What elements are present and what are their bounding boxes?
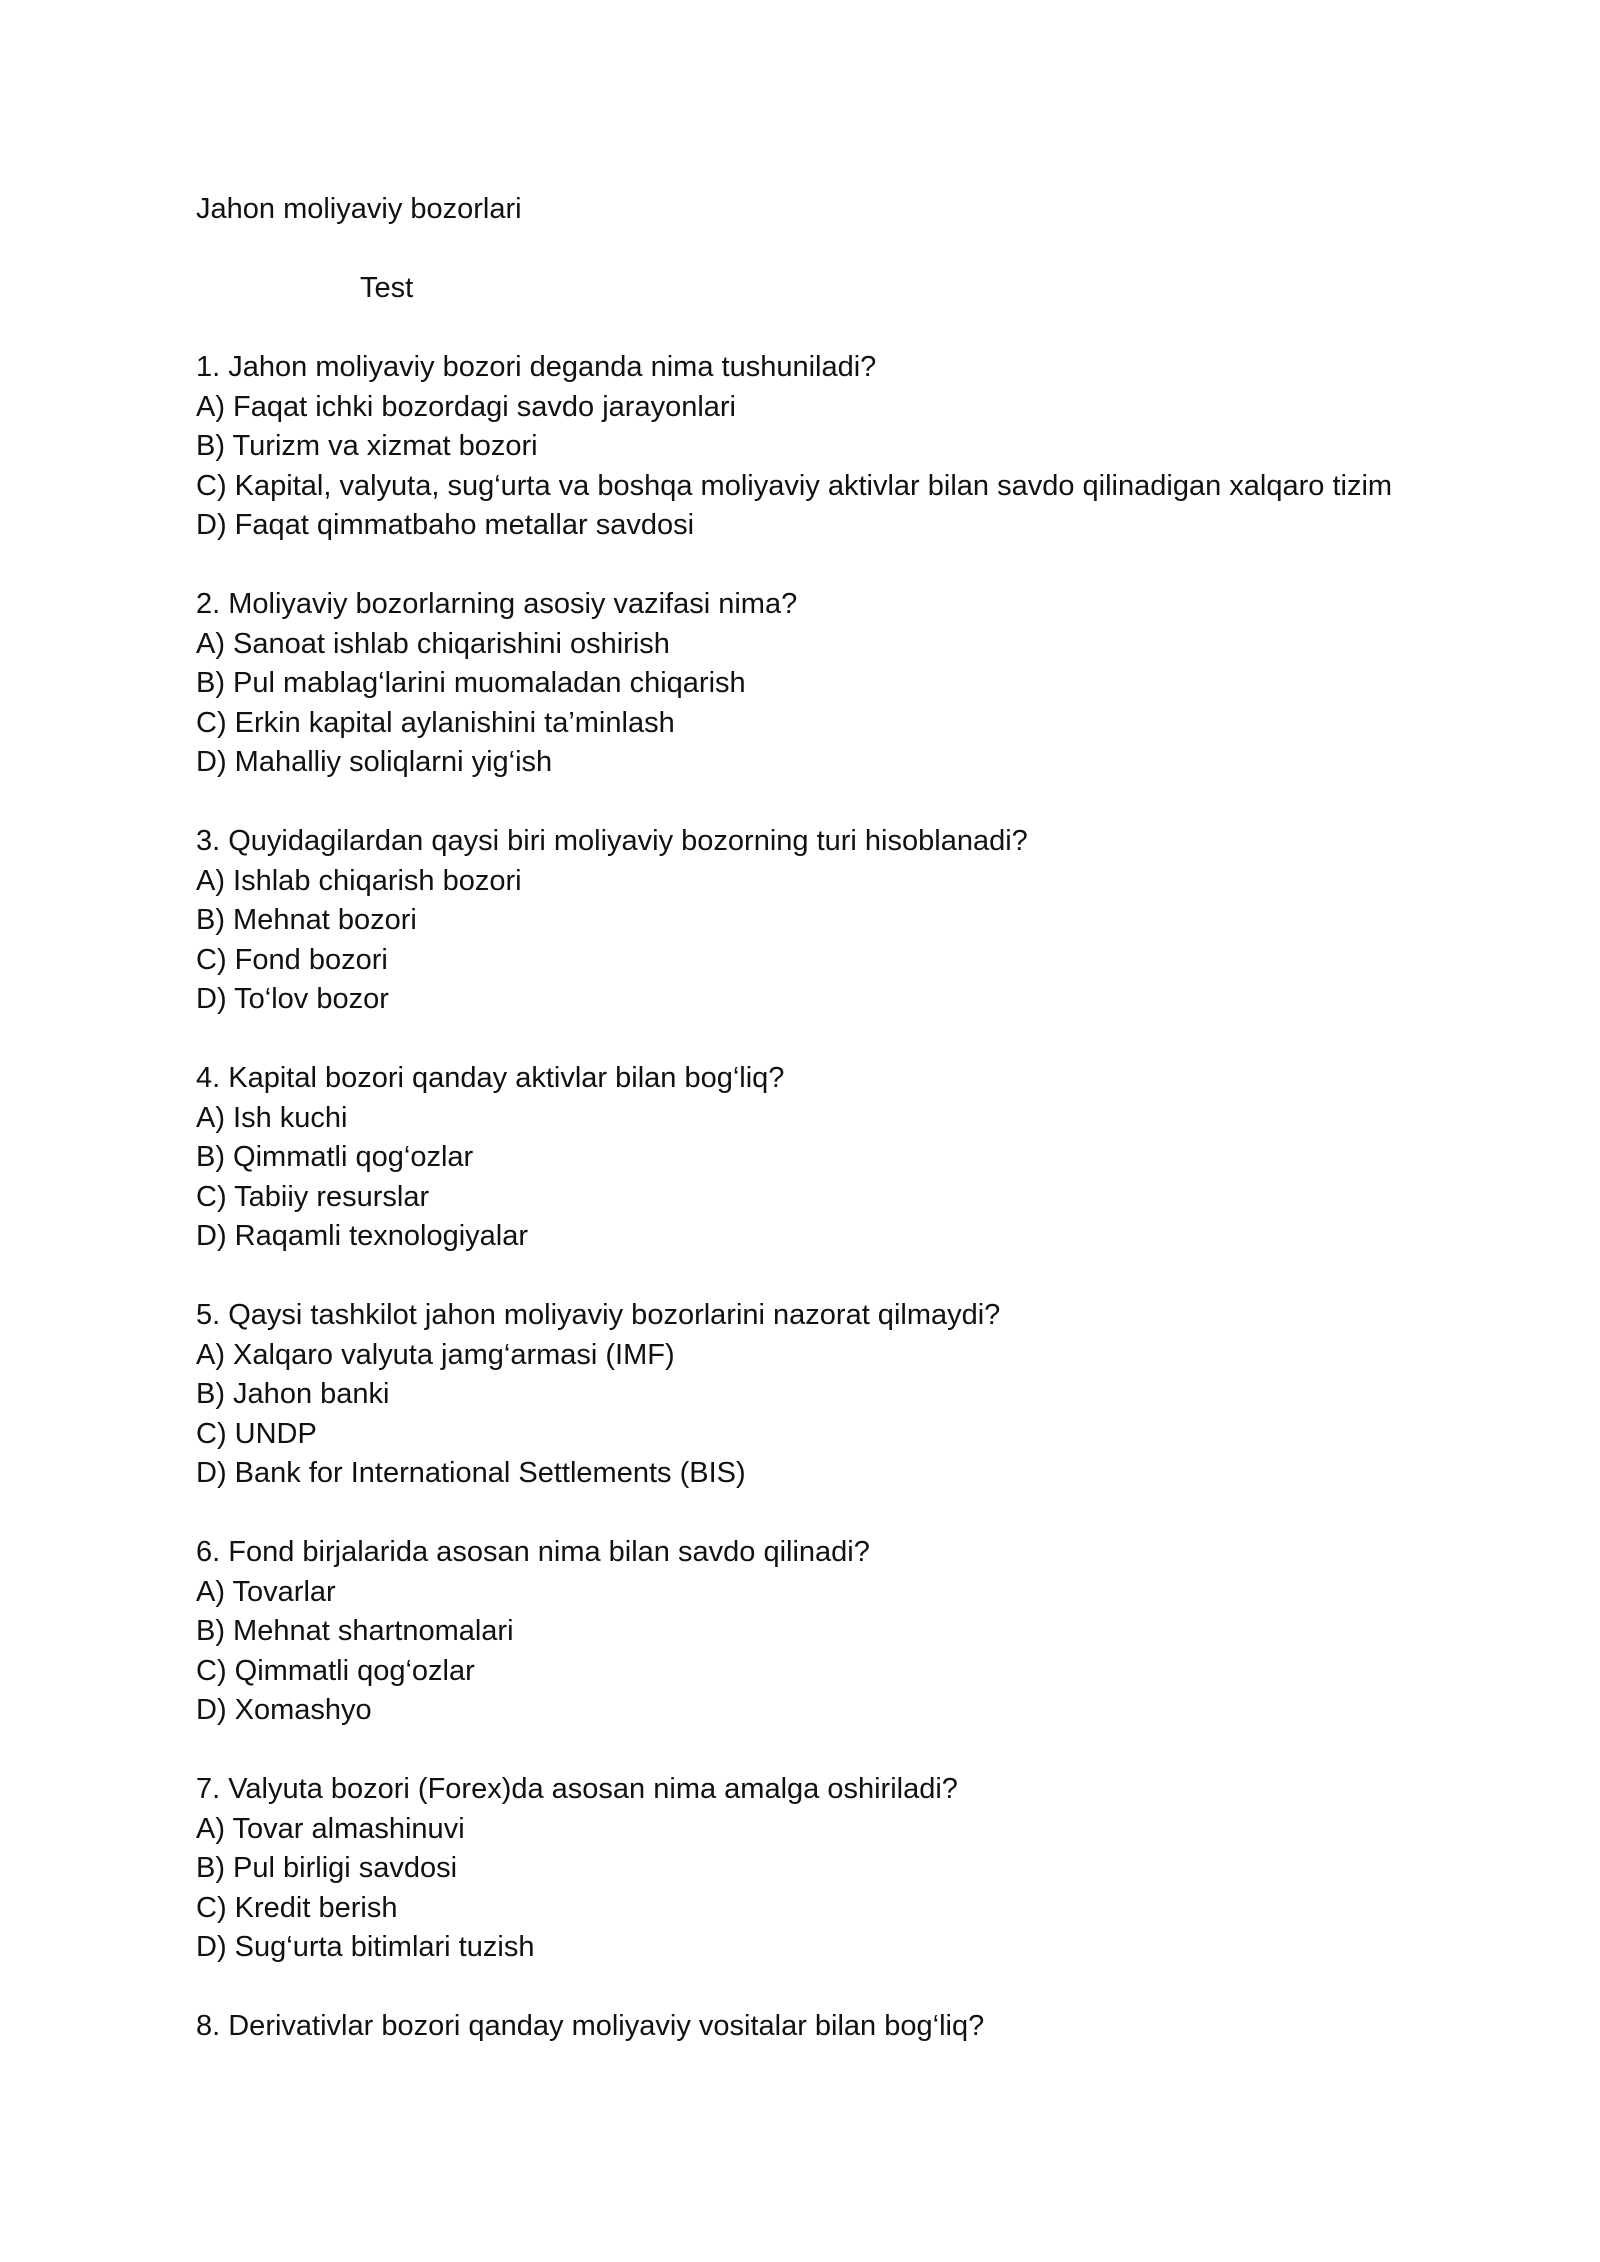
answer-option: A) Xalqaro valyuta jamg‘armasi (IMF): [196, 1338, 675, 1371]
answer-option: C) Kapital, valyuta, sug‘urta va boshqa moliyaviy aktivlar bilan savdo qilinadigan xalqaro tizim: [196, 469, 1393, 502]
answer-option: B) Turizm va xizmat bozori: [196, 430, 538, 462]
answer-option: A) Tovar almashinuvi: [196, 1812, 465, 1845]
answer-option: C) Tabiiy resurslar: [196, 1180, 430, 1213]
question-block: [196, 585, 1416, 783]
answer-option: A) Tovarlar: [196, 1575, 336, 1608]
answer-option: B) Mehnat bozori: [196, 904, 417, 936]
question-text: 6. Fond birjalarida asosan nima bilan savdo qilinadi?: [196, 1536, 870, 1568]
answer-option: A) Sanoat ishlab chiqarishini oshirish: [196, 627, 670, 660]
answer-option: D) Raqamli texnologiyalar: [196, 1220, 529, 1252]
question-block: [196, 822, 1416, 1020]
document-subtitle: Test: [360, 272, 414, 304]
question-text: 8. Derivativlar bozori qanday moliyaviy vositalar bilan bog‘liq?: [196, 2010, 985, 2042]
answer-option: A) Ishlab chiqarish bozori: [196, 864, 522, 897]
answer-option: C) Kredit berish: [196, 1891, 398, 1924]
document-body: [196, 190, 1416, 2047]
answer-option: D) Xomashyo: [196, 1694, 372, 1726]
question-text: 3. Quyidagilardan qaysi biri moliyaviy bozorning turi hisoblanadi?: [196, 825, 1028, 857]
question-block: [196, 2007, 1416, 2047]
answer-option: D) Sug‘urta bitimlari tuzish: [196, 1931, 535, 1963]
answer-option: B) Mehnat shartnomalari: [196, 1615, 514, 1647]
question-block: [196, 348, 1416, 546]
answer-option: B) Pul birligi savdosi: [196, 1852, 458, 1884]
answer-option: C) UNDP: [196, 1417, 317, 1450]
question-text: 5. Qaysi tashkilot jahon moliyaviy bozorlarini nazorat qilmaydi?: [196, 1299, 1001, 1331]
answer-option: A) Faqat ichki bozordagi savdo jarayonlari: [196, 390, 736, 423]
answer-option: A) Ish kuchi: [196, 1101, 348, 1134]
document-title: Jahon moliyaviy bozorlari: [196, 193, 522, 225]
question-text: 1. Jahon moliyaviy bozori deganda nima tushuniladi?: [196, 351, 877, 383]
question-block: [196, 1296, 1416, 1494]
question-text: 4. Kapital bozori qanday aktivlar bilan bog‘liq?: [196, 1062, 785, 1094]
question-block: [196, 1059, 1416, 1257]
answer-option: C) Erkin kapital aylanishini ta’minlash: [196, 706, 675, 739]
question-block: [196, 1770, 1416, 1968]
answer-option: D) To‘lov bozor: [196, 983, 389, 1015]
answer-option: C) Qimmatli qog‘ozlar: [196, 1654, 475, 1687]
answer-option: B) Qimmatli qog‘ozlar: [196, 1141, 474, 1173]
answer-option: B) Pul mablag‘larini muomaladan chiqarish: [196, 667, 746, 699]
question-text: 2. Moliyaviy bozorlarning asosiy vazifasi nima?: [196, 588, 798, 620]
answer-option: D) Bank for International Settlements (BIS): [196, 1457, 746, 1489]
answer-option: B) Jahon banki: [196, 1378, 390, 1410]
question-text: 7. Valyuta bozori (Forex)da asosan nima amalga oshiriladi?: [196, 1773, 958, 1805]
answer-option: C) Fond bozori: [196, 943, 388, 976]
question-block: [196, 1533, 1416, 1731]
answer-option: D) Mahalliy soliqlarni yig‘ish: [196, 746, 553, 778]
answer-option: D) Faqat qimmatbaho metallar savdosi: [196, 509, 695, 541]
